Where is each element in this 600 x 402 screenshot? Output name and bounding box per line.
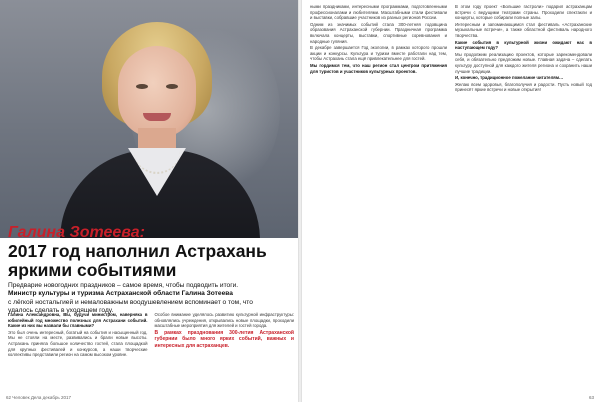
body-paragraph: Желаю всем здоровья, благополучия и радости. Пусть новый год принесёт яркие встречи и новые открытия! [455, 81, 592, 93]
right-body-columns [310, 4, 592, 94]
body-paragraph: Особое внимание уделялось развитию культурной инфраструктуры: обновлялись учреждения, открывались новые площадки, проходили масштабные мероприятия для жителей и гостей города. [154, 312, 294, 329]
body-column [155, 312, 295, 359]
body-paragraph: Интересным и запоминающимся стал фестиваль «Астраханские музыкальные встречи», а также областной фестиваль народного творчества. [455, 21, 592, 38]
question-paragraph: Какие события в культурной жизни ожидают нас в наступающем году? [455, 39, 592, 51]
article-title-line-1: 2017 год наполнил Астрахань [8, 241, 267, 261]
body-paragraph: Одним из значимых событий стала 300-летняя годовщина образования Астраханской губернии. Праздничная программа включала концерты, выставки, спортивные соревнования и народные гуляния. [310, 21, 447, 44]
right-page [302, 0, 600, 402]
body-paragraph: ными праздниками, интересными программами, подготовленными профессионалами и любителями. Масштабными стали фестивали и выставки, собравшие участников из разных регионов России. [310, 4, 447, 21]
left-body-columns [8, 312, 294, 359]
article-title-line-2: яркими событиями [8, 260, 177, 280]
left-page [0, 0, 298, 402]
body-paragraph: Это был очень интересный, богатый на события и насыщенный год. Мы не стояли на месте, развивались и брали новые высоты. Астрахань приняла большое количество гостей, стала площадкой для крупных фестивалей и конкурсов, а наши творческие коллективы представили регион на самом высоком уровне. [8, 329, 148, 358]
lead-line-3: с лёгкой ностальгией и немаловажным воодушевлением вспоминает о том, что [8, 298, 253, 306]
footer-right: 63 [588, 395, 594, 400]
footer-left: 62 Человек Дела декабрь 2017 [6, 395, 72, 400]
callout-paragraph: В рамках празднования 300-летия Астраханской губернии было много ярких событий, важных и интересных для астраханцев. [154, 329, 294, 349]
body-column [8, 312, 148, 359]
person-name: Галина Зотеева: [8, 224, 145, 241]
portrait-photo [0, 0, 298, 238]
question-paragraph: Галина Александровна, Вы, будучи министром, наверняка в юбилейный год множество полезных для Астрахани событий. Какие из них вы назвали бы главными? [8, 312, 148, 329]
body-paragraph: Мы продолжим реализацию проектов, которые зарекомендовали себя, и обязательно предложим новые. Главная задача – сделать культуру доступной для каждого жителя региона и сохранить наши лучшие традиции. [455, 51, 592, 74]
lead-line-1: Предварие новогодних праздников – самое время, чтобы подводить итоги. [8, 282, 239, 289]
article-headline [8, 224, 294, 280]
body-column [455, 4, 592, 94]
body-paragraph: В декабре завершается Год экологии, в рамках которого прошли акции и конкурсы. Культура и туризм вместе работали над тем, чтобы Астрахань стала ещё привлекательнее для гостей. [310, 45, 447, 62]
lead-line-2: Министр культуры и туризма Астраханской области Галина Зотеева [8, 290, 233, 298]
body-paragraph: В этом году проект «Большие гастроли» подарил астраханцам встречи с ведущими театрами страны. Проходили спектакли и концерты, которые собирали полные залы. [455, 4, 592, 21]
body-column [310, 4, 447, 94]
question-paragraph: И, конечно, традиционное пожелание читателям… [455, 75, 564, 81]
bold-paragraph: Мы гордимся тем, что наш регион стал центром притяжения для туристов и участников культурных проектов. [310, 62, 447, 74]
article-lead [8, 282, 294, 315]
lead-line-4: удалось сделать в уходящем году. [8, 306, 114, 314]
